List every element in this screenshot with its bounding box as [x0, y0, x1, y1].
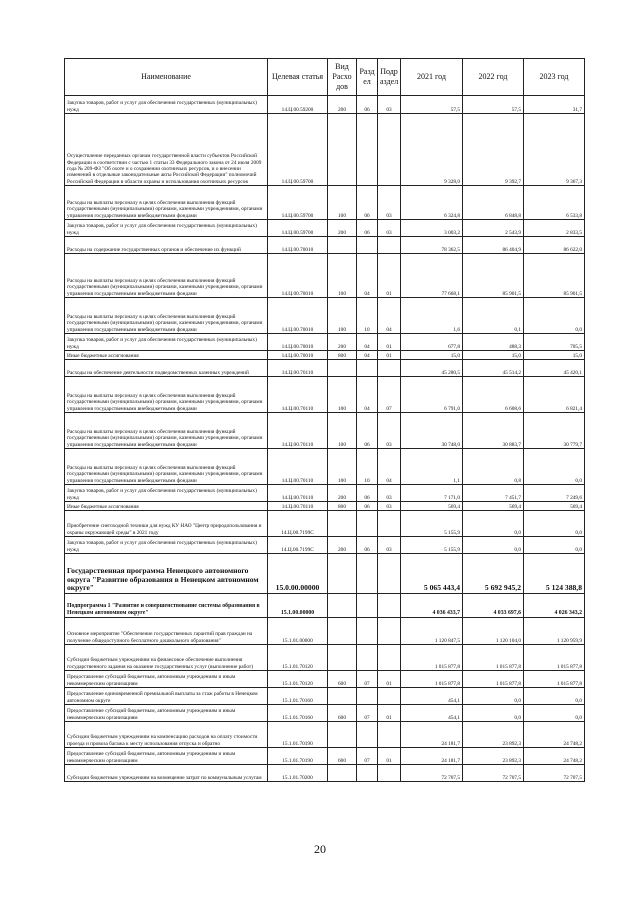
row-amount-2023: 31,7 [524, 96, 585, 114]
row-name: Иные бюджетные ассигнования [65, 351, 268, 360]
row-target-article: 15.1.01.70160 [268, 705, 328, 722]
row-amount-2022: 85 901,5 [463, 254, 524, 298]
row-amount-2021: 454,1 [401, 705, 463, 722]
row-target-article: 15.1.01.70190 [268, 722, 328, 748]
row-subsection: 03 [378, 220, 401, 237]
row-subsection: 03 [378, 413, 401, 449]
row-amount-2021: 15,0 [401, 351, 463, 360]
row-subsection: 01 [378, 254, 401, 298]
row-expense-type: 100 [328, 449, 357, 485]
table-row [65, 298, 585, 334]
row-amount-2023: 5 124 388,8 [524, 554, 585, 594]
table-row [65, 254, 585, 298]
row-subsection: 03 [378, 485, 401, 502]
row-expense-type: 200 [328, 96, 357, 114]
row-name: Расходы на выплаты персоналу в целях обеспечения выполнения функций государственными (муниципальными) органами, казенными учреждениями, органами управления государственными внебюджетными фондами [65, 298, 268, 334]
row-target-article: 14.Ц.00.70110 [268, 485, 328, 502]
row-expense-type [328, 237, 357, 254]
row-amount-2021: 1 120 847,5 [401, 618, 463, 645]
row-section: 07 [357, 748, 378, 765]
row-amount-2022: 569,4 [463, 502, 524, 511]
row-expense-type: 200 [328, 220, 357, 237]
row-expense-type [328, 618, 357, 645]
table-row [65, 502, 585, 511]
row-amount-2022: 23 892,3 [463, 722, 524, 748]
row-amount-2021: 1 015 877,8 [401, 671, 463, 688]
row-target-article: 15.1.00.00000 [268, 594, 328, 618]
row-amount-2022: 6 608,6 [463, 377, 524, 413]
table-row [65, 765, 585, 782]
row-amount-2021: 5 065 443,4 [401, 554, 463, 594]
row-section: 10 [357, 449, 378, 485]
table-row [65, 645, 585, 671]
row-amount-2021: 1 015 877,8 [401, 645, 463, 671]
row-subsection [378, 237, 401, 254]
table-row [65, 334, 585, 351]
row-subsection [378, 594, 401, 618]
table-row [65, 671, 585, 688]
table-row [65, 449, 585, 485]
row-subsection: 01 [378, 671, 401, 688]
row-name: Субсидии бюджетным учреждениям на возмещение затрат по коммунальным услугам [65, 765, 268, 782]
row-amount-2021: 4 036 433,7 [401, 594, 463, 618]
row-name: Осуществление переданных органам государственной власти субъектов Российской Федерации в соответствии с частью 1 статьи 33 Федерального закона от 24 июля 2009 года № 209-ФЗ "Об охоте и о сохранении охотничьих ресурсов, и о внесении изменений в отдельные законодательные акты Российской Федерации" полномочий Российской Федерации в области охраны и использования охотничьих ресурсов [65, 114, 268, 186]
row-section: 06 [357, 96, 378, 114]
row-section: 07 [357, 671, 378, 688]
row-target-article: 15.1.01.70200 [268, 765, 328, 782]
table-row [65, 485, 585, 502]
row-name: Расходы на содержание государственных органов и обеспечение их функций [65, 237, 268, 254]
row-expense-type: 800 [328, 351, 357, 360]
row-expense-type: 100 [328, 186, 357, 220]
row-target-article: 14.Ц.00.70010 [268, 351, 328, 360]
row-subsection: 03 [378, 96, 401, 114]
table-row [65, 114, 585, 186]
row-amount-2022: 0,0 [463, 705, 524, 722]
row-amount-2021: 454,1 [401, 688, 463, 705]
row-subsection: 03 [378, 186, 401, 220]
table-header-row [65, 59, 585, 96]
row-section: 04 [357, 254, 378, 298]
row-name: Субсидии бюджетным учреждениям на компенсацию расходов на оплату стоимости проезда и провоза багажа к месту использования отпуска и обратно [65, 722, 268, 748]
row-amount-2021: 569,4 [401, 502, 463, 511]
row-section [357, 237, 378, 254]
row-expense-type: 600 [328, 671, 357, 688]
row-amount-2021: 1,1 [401, 449, 463, 485]
row-amount-2023: 0,0 [524, 688, 585, 705]
row-amount-2022: 1 120 104,0 [463, 618, 524, 645]
row-amount-2023: 2 833,5 [524, 220, 585, 237]
row-name: Субсидии бюджетным учреждениям на финансовое обеспечение выполнения государственного задания на оказание государственных услуг (выполнение работ) [65, 645, 268, 671]
row-amount-2022: 72 707,5 [463, 765, 524, 782]
row-expense-type [328, 645, 357, 671]
row-amount-2023: 0,0 [524, 449, 585, 485]
row-amount-2022: 1 015 877,8 [463, 645, 524, 671]
row-amount-2021: 1,6 [401, 298, 463, 334]
row-target-article: 14.Ц.00.70010 [268, 254, 328, 298]
row-amount-2022: 15,0 [463, 351, 524, 360]
row-section: 04 [357, 334, 378, 351]
row-amount-2023: 569,4 [524, 502, 585, 511]
row-name: Иные бюджетные ассигнования [65, 502, 268, 511]
row-amount-2023: 0,0 [524, 537, 585, 554]
row-name: Расходы на обеспечение деятельности подведомственных казенных учреждений [65, 360, 268, 377]
row-expense-type [328, 594, 357, 618]
row-amount-2022: 4 033 697,6 [463, 594, 524, 618]
row-subsection: 01 [378, 705, 401, 722]
row-amount-2021: 6 324,8 [401, 186, 463, 220]
table-row [65, 688, 585, 705]
row-subsection: 01 [378, 351, 401, 360]
table-row [65, 511, 585, 537]
row-section [357, 594, 378, 618]
row-name: Расходы на выплаты персоналу в целях обеспечения выполнения функций государственными (муниципальными) органами, казенными учреждениями, органами управления государственными внебюджетными фондами [65, 254, 268, 298]
row-section: 06 [357, 537, 378, 554]
header-year-2022: 2022 год [463, 59, 524, 96]
row-subsection: 04 [378, 298, 401, 334]
page-number: 20 [314, 842, 326, 856]
row-expense-type: 100 [328, 254, 357, 298]
row-expense-type [328, 360, 357, 377]
row-target-article: 14.Ц.00.59700 [268, 186, 328, 220]
row-amount-2021: 77 668,1 [401, 254, 463, 298]
row-expense-type [328, 722, 357, 748]
row-amount-2021: 57,5 [401, 96, 463, 114]
row-expense-type: 600 [328, 705, 357, 722]
row-amount-2021: 72 707,5 [401, 765, 463, 782]
row-section [357, 360, 378, 377]
row-subsection: 04 [378, 449, 401, 485]
row-target-article: 15.1.01.70120 [268, 645, 328, 671]
row-subsection [378, 511, 401, 537]
row-name: Расходы на выплаты персоналу в целях обеспечения выполнения функций государственными (муниципальными) органами, казенными учреждениями, органами управления государственными внебюджетными фондами [65, 449, 268, 485]
row-section: 06 [357, 485, 378, 502]
row-target-article: 14.Ц.00.70010 [268, 237, 328, 254]
row-amount-2021: 677,8 [401, 334, 463, 351]
header-section: Разд ел [357, 59, 378, 96]
row-amount-2023: 9 367,3 [524, 114, 585, 186]
table-body [65, 96, 585, 782]
row-amount-2023: 705,5 [524, 334, 585, 351]
row-subsection: 07 [378, 377, 401, 413]
table-row [65, 413, 585, 449]
row-subsection: 01 [378, 748, 401, 765]
budget-table [64, 58, 585, 782]
row-name: Основное мероприятие "Обеспечение государственных гарантий прав граждан на получение общедоступного бесплатного дошкольного образования" [65, 618, 268, 645]
table-row [65, 237, 585, 254]
row-section [357, 114, 378, 186]
table-row [65, 186, 585, 220]
row-amount-2022: 45 514,2 [463, 360, 524, 377]
row-expense-type: 600 [328, 748, 357, 765]
row-name: Подпрограмма 1 "Развитие и совершенствование системы образования в Ненецком автономном округе" [65, 594, 268, 618]
row-amount-2021: 3 003,2 [401, 220, 463, 237]
row-amount-2023: 1 015 877,8 [524, 645, 585, 671]
row-section [357, 645, 378, 671]
row-amount-2021: 7 171,0 [401, 485, 463, 502]
table-row [65, 722, 585, 748]
row-subsection [378, 722, 401, 748]
row-amount-2023: 15,0 [524, 351, 585, 360]
row-amount-2023: 1 015 877,8 [524, 671, 585, 688]
header-target-article: Целевая статья [268, 59, 328, 96]
row-expense-type [328, 114, 357, 186]
row-name: Государственная программа Ненецкого автономного округа "Развитие образования в Ненецком автономном округе" [65, 554, 268, 594]
table-row [65, 594, 585, 618]
row-amount-2023: 85 901,5 [524, 254, 585, 298]
table-row [65, 618, 585, 645]
table-row [65, 351, 585, 360]
row-amount-2023: 0,0 [524, 511, 585, 537]
row-target-article: 14.Ц.00.70110 [268, 449, 328, 485]
table-row [65, 377, 585, 413]
row-section [357, 618, 378, 645]
table-row [65, 360, 585, 377]
row-amount-2023: 6 533,8 [524, 186, 585, 220]
row-expense-type: 200 [328, 485, 357, 502]
row-section: 06 [357, 220, 378, 237]
row-amount-2021: 78 362,5 [401, 237, 463, 254]
row-amount-2023: 30 779,7 [524, 413, 585, 449]
row-amount-2021: 9 328,0 [401, 114, 463, 186]
row-name: Расходы на выплаты персоналу в целях обеспечения выполнения функций государственными (муниципальными) органами, казенными учреждениями, органами управления государственными внебюджетными фондами [65, 377, 268, 413]
row-amount-2022: 488,3 [463, 334, 524, 351]
row-amount-2022: 0,8 [463, 449, 524, 485]
row-target-article: 14.Ц.00.70110 [268, 360, 328, 377]
row-target-article: 14.Ц.00.59200 [268, 96, 328, 114]
row-amount-2021: 24 181,7 [401, 748, 463, 765]
row-amount-2022: 0,0 [463, 511, 524, 537]
row-target-article: 14.Ц.00.59700 [268, 220, 328, 237]
row-name: Закупка товаров, работ и услуг для обеспечения государственных (муниципальных) нужд [65, 334, 268, 351]
row-subsection: 03 [378, 502, 401, 511]
row-section: 07 [357, 705, 378, 722]
row-name: Закупка товаров, работ и услуг для обеспечения государственных (муниципальных) нужд [65, 537, 268, 554]
row-subsection: 01 [378, 334, 401, 351]
budget-table-page [64, 58, 584, 782]
row-amount-2022: 30 883,7 [463, 413, 524, 449]
row-amount-2023: 0,0 [524, 298, 585, 334]
table-row [65, 220, 585, 237]
row-amount-2021: 45 280,5 [401, 360, 463, 377]
row-name: Расходы на выплаты персоналу в целях обеспечения выполнения функций государственными (муниципальными) органами, казенными учреждениями, органами управления государственными внебюджетными фондами [65, 186, 268, 220]
table-row [65, 705, 585, 722]
row-section [357, 722, 378, 748]
row-target-article: 14.Ц.00.70010 [268, 298, 328, 334]
row-amount-2022: 0,1 [463, 298, 524, 334]
header-name: Наименование [65, 59, 268, 96]
row-target-article: 15.0.00.00000 [268, 554, 328, 594]
row-target-article: 14.Ц.00.70110 [268, 413, 328, 449]
row-section [357, 511, 378, 537]
row-section: 06 [357, 413, 378, 449]
table-row [65, 96, 585, 114]
row-expense-type [328, 765, 357, 782]
row-amount-2022: 2 543,9 [463, 220, 524, 237]
row-subsection: 03 [378, 537, 401, 554]
row-amount-2023: 4 026 343,2 [524, 594, 585, 618]
row-expense-type: 200 [328, 537, 357, 554]
row-section: 06 [357, 186, 378, 220]
row-target-article: 15.1.01.70120 [268, 671, 328, 688]
row-expense-type: 200 [328, 334, 357, 351]
row-amount-2023: 7 249,6 [524, 485, 585, 502]
row-subsection [378, 114, 401, 186]
row-section [357, 688, 378, 705]
row-target-article: 15.1.01.70190 [268, 748, 328, 765]
row-section [357, 554, 378, 594]
row-target-article: 14.Ц.00.70010 [268, 334, 328, 351]
row-amount-2023: 0,0 [524, 705, 585, 722]
row-name: Закупка товаров, работ и услуг для обеспечения государственных (муниципальных) нужд [65, 96, 268, 114]
row-section: 04 [357, 377, 378, 413]
row-amount-2022: 6 848,8 [463, 186, 524, 220]
row-target-article: 15.1.01.00000 [268, 618, 328, 645]
row-target-article: 14.Ц.00.7199С [268, 537, 328, 554]
row-amount-2021: 5 155,9 [401, 537, 463, 554]
row-amount-2022: 1 015 877,8 [463, 671, 524, 688]
row-name: Предоставление единовременной премиальной выплаты за стаж работы в Ненецком автономном округе [65, 688, 268, 705]
row-section [357, 765, 378, 782]
row-expense-type [328, 554, 357, 594]
row-amount-2022: 9 392,7 [463, 114, 524, 186]
row-amount-2021: 5 155,9 [401, 511, 463, 537]
row-amount-2023: 6 821,4 [524, 377, 585, 413]
row-target-article: 15.1.01.70160 [268, 688, 328, 705]
row-amount-2021: 24 181,7 [401, 722, 463, 748]
row-expense-type: 800 [328, 502, 357, 511]
row-amount-2022: 23 892,3 [463, 748, 524, 765]
header-subsection: Подр аздел [378, 59, 401, 96]
row-subsection [378, 688, 401, 705]
header-year-2021: 2021 год [401, 59, 463, 96]
row-name: Расходы на выплаты персоналу в целях обеспечения выполнения функций государственными (муниципальными) органами, казенными учреждениями, органами управления государственными внебюджетными фондами [65, 413, 268, 449]
row-amount-2021: 30 748,0 [401, 413, 463, 449]
header-year-2023: 2023 год [524, 59, 585, 96]
header-expense-type: Вид Расхо дов [328, 59, 357, 96]
row-amount-2022: 57,5 [463, 96, 524, 114]
row-target-article: 14.Ц.00.70110 [268, 377, 328, 413]
row-subsection [378, 554, 401, 594]
row-amount-2023: 24 748,2 [524, 748, 585, 765]
row-expense-type: 100 [328, 377, 357, 413]
row-amount-2023: 72 707,5 [524, 765, 585, 782]
row-subsection [378, 618, 401, 645]
row-target-article: 14.Ц.00.70110 [268, 502, 328, 511]
row-amount-2022: 0,0 [463, 688, 524, 705]
row-name: Приобретение снегоходной техники для нужд КУ НАО "Центр природопользования и охраны окружающей среды" в 2021 году [65, 511, 268, 537]
row-name: Предоставление субсидий бюджетным, автономным учреждениям и иным некоммерческим организациям [65, 671, 268, 688]
row-expense-type: 100 [328, 413, 357, 449]
row-amount-2023: 86 622,0 [524, 237, 585, 254]
row-name: Закупка товаров, работ и услуг для обеспечения государственных (муниципальных) нужд [65, 220, 268, 237]
row-name: Закупка товаров, работ и услуг для обеспечения государственных (муниципальных) нужд [65, 485, 268, 502]
row-expense-type [328, 511, 357, 537]
row-amount-2021: 6 791,0 [401, 377, 463, 413]
row-amount-2023: 1 120 959,9 [524, 618, 585, 645]
row-amount-2023: 24 748,2 [524, 722, 585, 748]
table-row [65, 748, 585, 765]
row-name: Предоставление субсидий бюджетным, автономным учреждениям и иным некоммерческим организациям [65, 748, 268, 765]
row-amount-2022: 86 404,9 [463, 237, 524, 254]
row-name: Предоставление субсидий бюджетным, автономным учреждениям и иным некоммерческим организациям [65, 705, 268, 722]
row-amount-2022: 7 451,7 [463, 485, 524, 502]
row-amount-2022: 0,0 [463, 537, 524, 554]
row-target-article: 14.Ц.00.59700 [268, 114, 328, 186]
table-row [65, 537, 585, 554]
row-expense-type [328, 688, 357, 705]
row-expense-type: 100 [328, 298, 357, 334]
table-row [65, 554, 585, 594]
row-amount-2023: 45 420,1 [524, 360, 585, 377]
row-target-article: 14.Ц.00.7199С [268, 511, 328, 537]
row-amount-2022: 5 692 945,2 [463, 554, 524, 594]
row-section: 06 [357, 502, 378, 511]
row-subsection [378, 765, 401, 782]
row-subsection [378, 360, 401, 377]
row-section: 04 [357, 351, 378, 360]
row-section: 10 [357, 298, 378, 334]
row-subsection [378, 645, 401, 671]
